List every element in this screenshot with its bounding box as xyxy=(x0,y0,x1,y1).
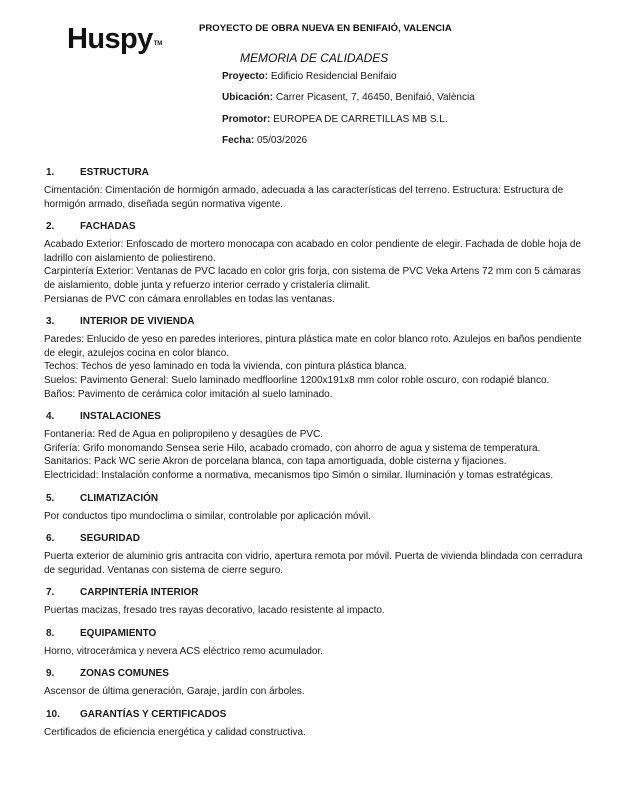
section xyxy=(44,708,584,740)
meta-proyecto-label: Proyecto xyxy=(222,71,265,82)
section xyxy=(44,627,584,659)
section-heading xyxy=(44,532,584,550)
section-body xyxy=(44,645,584,659)
document-title: MEMORIA DE CALIDADES xyxy=(240,51,389,65)
section-heading xyxy=(44,220,584,238)
section-heading xyxy=(44,410,584,428)
section-paragraph: Puertas macizas, fresado tres rayas decorativo, lacado resistente al impacto. xyxy=(44,605,385,617)
section-paragraph: Sanitarios: Pack WC serie Akron de porcelana blanca, con tapa amortiguada, doble cisterna y fijaciones. xyxy=(44,456,507,468)
logo-trademark: TM xyxy=(153,41,163,47)
huspy-logo xyxy=(67,24,162,54)
section-body xyxy=(44,184,584,211)
meta-fecha-value: 05/03/2026 xyxy=(257,134,308,146)
section-title: EQUIPAMIENTO xyxy=(80,627,157,639)
section-number: 3. xyxy=(46,316,55,328)
section xyxy=(44,667,584,699)
section-title: FACHADAS xyxy=(80,221,136,233)
section-body xyxy=(44,333,584,401)
section-heading xyxy=(44,586,584,604)
section-heading xyxy=(44,166,584,184)
section-heading xyxy=(44,627,584,645)
section-paragraph: Baños: Pavimento de cerámica color imitación al suelo laminado. xyxy=(44,388,333,400)
section-body xyxy=(44,428,584,482)
section-body xyxy=(44,685,584,699)
meta-ubicacion: Ubicación: Carrer Picasent, 7, 46450, Benifaió, València xyxy=(222,92,475,104)
section-body xyxy=(44,604,584,618)
section-number: 10. xyxy=(46,709,60,721)
section-heading xyxy=(44,315,584,333)
sections-list xyxy=(44,166,584,749)
section-body xyxy=(44,510,584,524)
section-paragraph: Electricidad: Instalación conforme a normativa, mecanismos tipo Simón o similar. Iluminación y tomas estratégicas. xyxy=(44,469,554,481)
project-metadata xyxy=(222,70,475,155)
section xyxy=(44,410,584,482)
section-paragraph: Grifería: Grifo monomando Sensea serie Hilo, acabado cromado, con ahorro de agua y sistema de temperatura. xyxy=(44,442,541,454)
section-number: 8. xyxy=(46,627,55,639)
section-number: 6. xyxy=(46,533,55,545)
section-number: 2. xyxy=(46,221,55,233)
section-paragraph: Horno, vitrocerámica y nevera ACS eléctrico remo acumulador. xyxy=(44,645,324,657)
section-paragraph: Ascensor de última generación, Garaje, jardín con árboles. xyxy=(44,686,305,698)
meta-ubicacion-value: Carrer Picasent, 7, 46450, Benifaió, València xyxy=(275,92,475,104)
section-title: ESTRUCTURA xyxy=(80,167,149,178)
meta-fecha-label: Fecha xyxy=(222,134,251,146)
meta-promotor: Promotor: EUROPEA DE CARRETILLAS MB S.L. xyxy=(222,113,448,125)
meta-fecha: Fecha: 05/03/2026 xyxy=(222,134,308,146)
meta-proyecto-value: Edificio Residencial Benifaio xyxy=(270,71,397,82)
section-title: SEGURIDAD xyxy=(80,533,141,545)
section-number: 7. xyxy=(46,587,55,599)
section-heading xyxy=(44,708,584,726)
section-paragraph: Fontanería: Red de Agua en polipropileno y desagües de PVC. xyxy=(44,429,324,441)
section xyxy=(44,586,584,618)
section-heading xyxy=(44,667,584,685)
section-paragraph: Techos: Techos de yeso laminado en toda la vivienda, con pintura plástica blanca. xyxy=(44,361,407,373)
section-body xyxy=(44,550,584,577)
meta-promotor-value: EUROPEA DE CARRETILLAS MB S.L. xyxy=(273,113,448,125)
section-body xyxy=(44,238,584,306)
section xyxy=(44,492,584,524)
meta-proyecto: Proyecto: Edificio Residencial Benifaio xyxy=(222,71,397,82)
section-number: 4. xyxy=(46,411,55,423)
section-paragraph: Puerta exterior de aluminio gris antracita con vidrio, apertura remota por móvil. Puerta de vivienda blindada con cerradura de seguridad. Ventanas con sistema de cierre seguro. xyxy=(44,551,583,576)
meta-ubicacion-label: Ubicación xyxy=(222,92,270,104)
section xyxy=(44,220,584,306)
section-title: INTERIOR DE VIVIENDA xyxy=(80,316,195,328)
section-title: INSTALACIONES xyxy=(80,411,161,423)
section-paragraph: Certificados de eficiencia energética y calidad constructiva. xyxy=(44,727,306,739)
section-number: 1. xyxy=(46,167,55,178)
section-paragraph: Acabado Exterior: Enfoscado de mortero monocapa con acabado en color pendiente de elegir. Fachada de doble hoja de ladrillo con aislamiento de poliestireno. xyxy=(44,239,582,264)
section-title: GARANTÍAS Y CERTIFICADOS xyxy=(80,709,227,721)
section-heading xyxy=(44,492,584,510)
section-title: CARPINTERÍA INTERIOR xyxy=(80,587,199,599)
section-paragraph: Cimentación: Cimentación de hormigón armado, adecuada a las características del terreno. Estructura: Estructura de hormigón armado, diseñada según normativa vigente. xyxy=(44,185,564,210)
section-body xyxy=(44,726,584,740)
section-paragraph: Por conductos tipo mundoclima o similar, controlable por aplicación móvil. xyxy=(44,510,371,522)
section-paragraph: Persianas de PVC con cámara enrollables en todas las ventanas. xyxy=(44,293,335,305)
section xyxy=(44,166,584,211)
section-title: ZONAS COMUNES xyxy=(80,668,169,680)
section-number: 5. xyxy=(46,492,55,504)
logo-text: Huspy xyxy=(67,23,153,55)
project-header: PROYECTO DE OBRA NUEVA EN BENIFAIÓ, VALENCIA xyxy=(199,23,452,34)
section-number: 9. xyxy=(46,668,55,680)
meta-promotor-label: Promotor xyxy=(222,113,267,125)
section-title: CLIMATIZACIÓN xyxy=(80,492,159,504)
section-paragraph: Suelos: Pavimento General: Suelo laminado medfloorline 1200x191x8 mm color roble oscuro, con rodapié blanco. xyxy=(44,374,550,386)
section-paragraph: Paredes: Enlucido de yeso en paredes interiores, pintura plástica mate en color blanco roto. Azulejos en baños pendiente de elegir, azulejos cocina en color blanco. xyxy=(44,334,582,359)
section xyxy=(44,315,584,401)
section xyxy=(44,532,584,577)
section-paragraph: Carpintería Exterior: Ventanas de PVC lacado en color gris forja, con sistema de PVC Veka Artens 72 mm con 5 cámaras de aislamiento, doble junta y refuerzo interior cerrado y cristalería climalit. xyxy=(44,266,581,291)
